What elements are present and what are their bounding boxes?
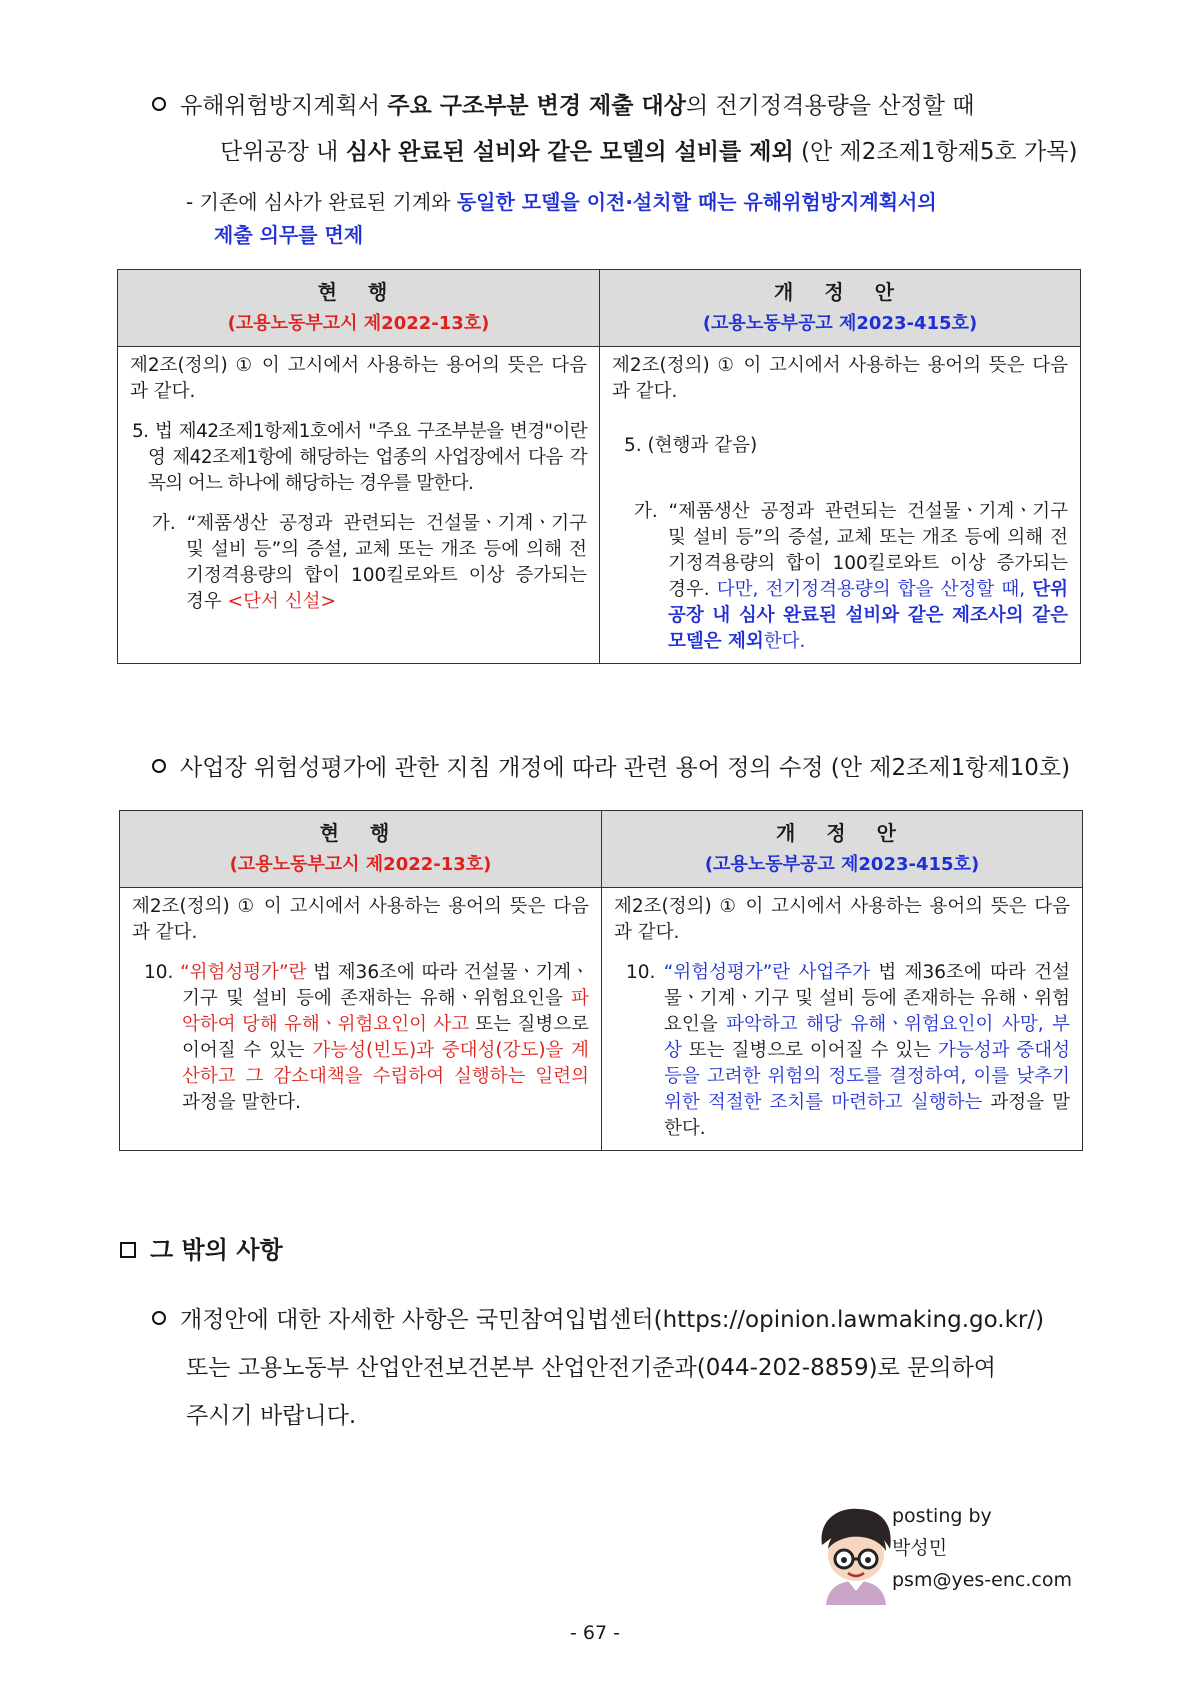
bold-text: 주요 구조부분 변경 제출 대상	[387, 93, 686, 119]
text: 주시기 바랍니다.	[186, 1403, 357, 1429]
header-amended: 개 정 안 (고용노동부공고 제2023-415호)	[602, 811, 1083, 888]
header-current: 현 행 (고용노동부고시 제2022-13호)	[118, 270, 600, 347]
current-cell	[120, 888, 602, 1151]
text: (안 제2조제1항제5호 가목)	[793, 139, 1078, 165]
text: 단위공장 내	[220, 139, 346, 165]
section-heading: 그 밖의 사항	[150, 1236, 283, 1264]
section3-heading	[120, 1227, 1078, 1273]
highlight-text: 동일한 모델을 이전·설치할 때는 유해위험방지계획서의	[456, 190, 937, 214]
text: 의 전기정격용량을 산정할 때	[685, 93, 975, 119]
bold-text: 심사 완료된 설비와 같은 모델의 설비를 제외	[345, 139, 794, 165]
circle-bullet-icon	[152, 759, 166, 773]
item-text: 5. 법 제42조제1항제1호에서 "주요 구조부분을 변경"이란 영 제42조제1항에 해당하는 업종의 사업장에서 다음 각 목의 어느 하나에 해당하는 경우를 말한다.	[132, 421, 587, 494]
item-text: 5. (현행과 같음)	[624, 435, 758, 456]
article-text: 제2조(정의) ① 이 고시에서 사용하는 용어의 뜻은 다음과 같다.	[612, 355, 1068, 402]
page-number: - 67 -	[570, 1622, 620, 1644]
article-text: 제2조(정의) ① 이 고시에서 사용하는 용어의 뜻은 다음과 같다.	[614, 896, 1070, 943]
section1-sub	[186, 186, 1078, 252]
amended-cell	[600, 347, 1081, 664]
circle-bullet-icon	[152, 97, 166, 111]
text: 유해위험방지계획서	[180, 93, 388, 119]
posting-by-label: posting by	[892, 1505, 992, 1527]
text: 또는 고용노동부 산업안전보건본부 산업안전기준과(044-202-8859)로 문의하여	[186, 1355, 997, 1381]
comparison-table-2	[119, 810, 1083, 1151]
section1-bullet	[152, 83, 1078, 175]
current-cell	[118, 347, 600, 664]
sub-item-text: 가. “제품생산 공정과 관련되는 건설물ㆍ기계ㆍ기구 및 설비 등”의 증설, 교체 또는 개조 등에 의해 전기정격용량의 합이 100킬로와트 이상 증가되는 경우. 다만, 전기정격용량의 합을 산정할 때, 단위공장 내 심사 완료된 설비와 같은 제조사의 같은 모델은 제외한다.	[634, 501, 1068, 652]
amended-cell	[602, 888, 1083, 1151]
article-text: 제2조(정의) ① 이 고시에서 사용하는 용어의 뜻은 다음과 같다.	[130, 355, 587, 402]
item-text: 10. “위험성평가”란 법 제36조에 따라 건설물ㆍ기계ㆍ기구 및 설비 등에 존재하는 유해ㆍ위험요인을 파악하여 당해 유해ㆍ위험요인이 사고 또는 질병으로 이어질 수 있는 가능성(빈도)과 중대성(강도)을 계산하고 그 감소대책을 수립하여 실행하는 일련의 과정을 말한다.	[144, 962, 589, 1113]
header-current: 현 행 (고용노동부고시 제2022-13호)	[120, 811, 602, 888]
section2-bullet	[152, 745, 1078, 791]
item-text: 10. “위험성평가”란 사업주가 법 제36조에 따라 건설물ㆍ기계ㆍ기구 및 설비 등에 존재하는 유해ㆍ위험요인을 파악하고 해당 유해ㆍ위험요인이 사망, 부상 또는 질병으로 이어질 수 있는 가능성과 중대성 등을 고려한 위험의 정도를 결정하여, 이를 낮추기 위한 적절한 조치를 마련하고 실행하는 과정을 말한다.	[626, 962, 1071, 1139]
author-email: psm@yes-enc.com	[892, 1569, 1072, 1591]
sub-item-text: 가. “제품생산 공정과 관련되는 건설물ㆍ기계ㆍ기구 및 설비 등”의 증설, 교체 또는 개조 등에 의해 전기정격용량의 합이 100킬로와트 이상 증가되는 경우 <단서 신설>	[152, 513, 587, 612]
article-text: 제2조(정의) ① 이 고시에서 사용하는 용어의 뜻은 다음과 같다.	[132, 896, 589, 943]
author-name: 박성민	[892, 1537, 948, 1559]
text: - 기존에 심사가 완료된 기계와	[186, 190, 457, 214]
text: 사업장 위험성평가에 관한 지침 개정에 따라 관련 용어 정의 수정 (안 제2조제1항제10호)	[180, 755, 1071, 781]
square-bullet-icon	[120, 1242, 136, 1258]
author-info	[892, 1500, 1072, 1596]
circle-bullet-icon	[152, 1311, 166, 1325]
highlight-text: 제출 의무를 면제	[214, 223, 364, 247]
comparison-table-1	[117, 269, 1081, 664]
section3-bullet	[152, 1296, 1078, 1440]
header-amended: 개 정 안 (고용노동부공고 제2023-415호)	[600, 270, 1081, 347]
text: 개정안에 대한 자세한 사항은 국민참여입법센터(https://opinion.lawmaking.go.kr/)	[180, 1307, 1045, 1333]
author-avatar-icon	[810, 1505, 900, 1605]
